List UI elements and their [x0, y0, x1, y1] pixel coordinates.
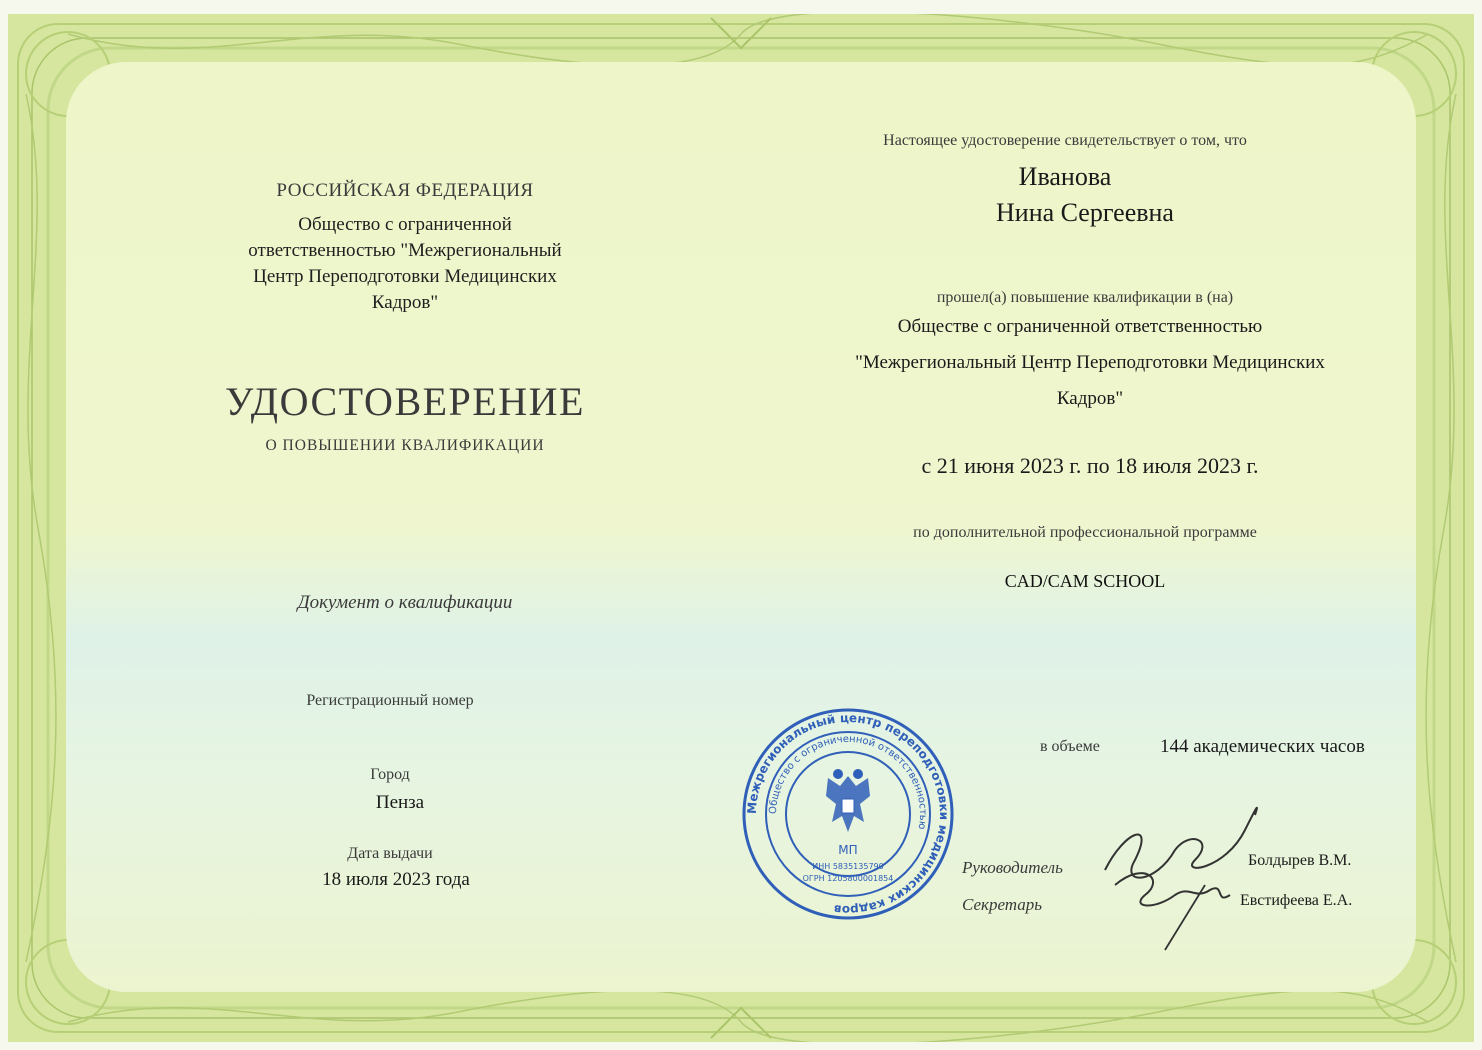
intro-text: Настоящее удостоверение свидетельствует о том, что [883, 132, 1247, 149]
program-name: CAD/CAM SCHOOL [1004, 571, 1166, 591]
training-organization-line: Кадров" [1056, 388, 1124, 409]
issuer-line: Кадров" [371, 292, 439, 313]
official-seal [738, 704, 958, 924]
seal-ogrn: ОГРН 1205800001854 [802, 874, 894, 883]
seal-outer-text: Межрегиональный центр переподготовки медицинских кадров [744, 710, 952, 918]
issue-date-value: 18 июля 2023 года [322, 869, 470, 890]
registration-number-label: Регистрационный номер [306, 692, 474, 709]
document-type: Документ о квалификации [297, 592, 513, 613]
head-name: Болдырев В.М. [1248, 852, 1352, 869]
volume-hours: 144 академических часов [1160, 736, 1365, 757]
eagle-emblem-icon [826, 769, 870, 832]
document-subtitle: О ПОВЫШЕНИИ КВАЛИФИКАЦИИ [265, 437, 545, 454]
training-period: с 21 июня 2023 г. по 18 июля 2023 г. [921, 453, 1259, 478]
seal-mp: МП [838, 843, 858, 857]
recipient-given-name: Нина Сергеевна [996, 198, 1174, 227]
issue-date-label: Дата выдачи [347, 845, 433, 862]
seal-inn: ИНН 5835135790 [812, 862, 884, 871]
secretary-label: Секретарь [962, 895, 1042, 914]
document-title: УДОСТОВЕРЕНИЕ [225, 379, 585, 424]
country-name: РОССИЙСКАЯ ФЕДЕРАЦИЯ [276, 180, 534, 201]
training-organization-line: "Межрегиональный Центр Переподготовки Медицинских [855, 352, 1325, 373]
issuer-line: Общество с ограниченной [298, 214, 512, 235]
head-label: Руководитель [962, 858, 1063, 877]
city-value: Пенза [375, 792, 425, 813]
signatures [1095, 790, 1265, 960]
recipient-surname: Иванова [1018, 162, 1112, 191]
training-organization-line: Обществе с ограниченной ответственностью [897, 316, 1263, 337]
issuer-organization [180, 212, 630, 316]
program-label: по дополнительной профессиональной программе [913, 524, 1257, 541]
city-label: Город [370, 766, 410, 783]
secretary-name: Евстифеева Е.А. [1240, 892, 1353, 909]
issuer-line: ответственностью "Межрегиональный [248, 240, 562, 261]
issuer-line: Центр Переподготовки Медицинских [253, 266, 557, 287]
volume-label: в объеме [1040, 738, 1100, 755]
seal-inner-text: Общество с ограниченной ответственностью [767, 733, 929, 831]
training-statement: прошел(а) повышение квалификации в (на) [936, 289, 1234, 306]
